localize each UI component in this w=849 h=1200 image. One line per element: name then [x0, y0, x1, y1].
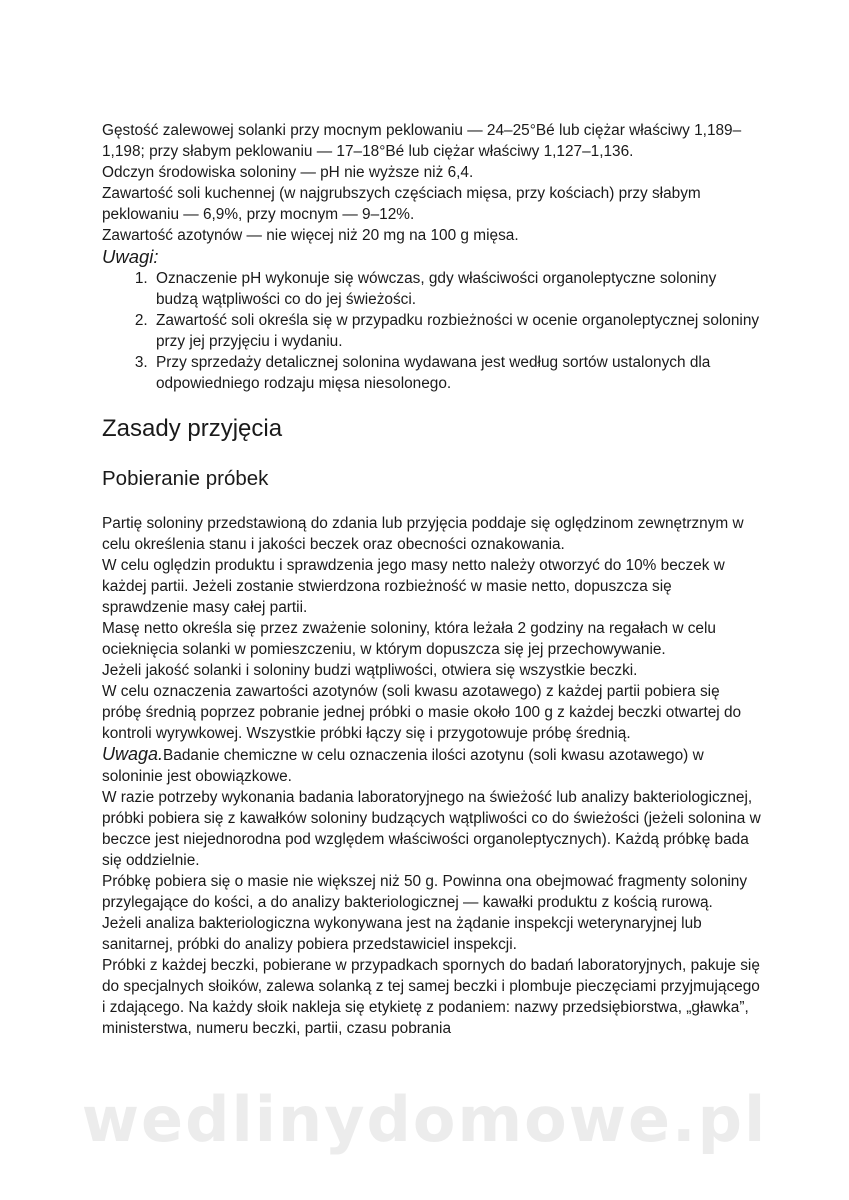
list-item: 1. Oznaczenie pH wykonuje się wówczas, gdy właściwości organoleptyczne soloniny budzą wątpliwości co do jej świeżości. [152, 268, 762, 310]
body-paragraph: Jeżeli jakość solanki i soloniny budzi wątpliwości, otwiera się wszystkie beczki. [102, 662, 638, 679]
notes-list [102, 268, 762, 394]
body-paragraph: Próbkę pobiera się o masie nie większej niż 50 g. Powinna ona obejmować fragmenty soloniny przylegające do kości, a do analizy bakteriologicznej — kawałki produktu z kością rurową. [102, 873, 748, 911]
body-paragraph: W celu oględzin produktu i sprawdzenia jego masy netto należy otworzyć do 10% beczek w każdej partii. Jeżeli zostanie stwierdzona rozbieżność w masie netto, dopuszcza się sprawdzenie masy całej partii. [102, 557, 725, 616]
body-paragraph: Masę netto określa się przez zważenie soloniny, która leżała 2 godziny na regałach w celu ocieknięcia solanki w pomieszczeniu, w którym dopuszcza się jej przechowywanie. [102, 620, 716, 658]
body-paragraph: W razie potrzeby wykonania badania laboratoryjnego na świeżość lub analizy bakteriologicznej, próbki pobiera się z kawałków soloniny budzących wątpliwości co do świeżości (jeżeli solonina w beczce jest niejednorodna pod względem właściwości organoleptycznych). Każdą próbkę bada się oddzielnie. [102, 789, 761, 869]
nitrite-content-paragraph: Zawartość azotynów — nie więcej niż 20 mg na 100 g mięsa. [102, 227, 519, 244]
uwaga-paragraph [102, 744, 762, 787]
watermark: wedlinydomowe.pl [81, 1083, 768, 1156]
section-title: Zasady przyjęcia [102, 415, 283, 442]
body-paragraph: Jeżeli analiza bakteriologiczna wykonywana jest na żądanie inspekcji weterynaryjnej lub sanitarnej, próbki do analizy pobiera przedstawiciel inspekcji. [102, 915, 702, 953]
brine-density-paragraph: Gęstość zalewowej solanki przy mocnym peklowaniu — 24–25°Bé lub ciężar właściwy 1,189–1,198; przy słabym peklowaniu — 17–18°Bé lub ciężar właściwy 1,127–1,136. [102, 122, 742, 160]
body-paragraph: W celu oznaczenia zawartości azotynów (soli kwasu azotawego) z każdej partii pobiera się próbę średnią poprzez pobranie jednej próbki o masie około 100 g z każdej beczki otwartej do kontroli wyrywkowej. Wszystkie próbki łączy się i przygotowuje próbę średnią. [102, 683, 742, 742]
body-paragraph: Partię soloniny przedstawioną do zdania lub przyjęcia poddaje się oględzinom zewnętrznym w celu określenia stanu i jakości beczek oraz obecności oznakowania. [102, 515, 744, 553]
ph-paragraph: Odczyn środowiska soloniny — pH nie wyższe niż 6,4. [102, 164, 474, 181]
uwaga-label: Uwaga. [102, 744, 164, 764]
list-item: 3. Przy sprzedaży detalicznej solonina wydawana jest według sortów ustalonych dla odpowiedniego rodzaju mięsa niesolonego. [152, 352, 762, 394]
body-paragraph: Próbki z każdej beczki, pobierane w przypadkach spornych do badań laboratoryjnych, pakuje się do specjalnych słoików, zalewa solanką z tej samej beczki i plombuje pieczęciami przyjmującego i zdającego. Na każdy słoik nakleja się etykietę z podaniem: nazwy przedsiębiorstwa, „gławka”, ministerstwa, numeru beczki, partii, czasu pobrania [102, 957, 760, 1037]
list-item: 2. Zawartość soli określa się w przypadku rozbieżności w ocenie organoleptycznej soloniny przy jej przyjęciu i wydaniu. [152, 310, 762, 352]
salt-content-paragraph: Zawartość soli kuchennej (w najgrubszych częściach mięsa, przy kościach) przy słabym peklowaniu — 6,9%, przy mocnym — 9–12%. [102, 185, 701, 223]
notes-heading: Uwagi: [102, 246, 159, 267]
uwaga-text: Badanie chemiczne w celu oznaczenia ilości azotynu (soli kwasu azotawego) w soloninie jest obowiązkowe. [102, 747, 704, 785]
document-page [102, 120, 762, 1039]
subsection-title: Pobieranie próbek [102, 467, 269, 490]
